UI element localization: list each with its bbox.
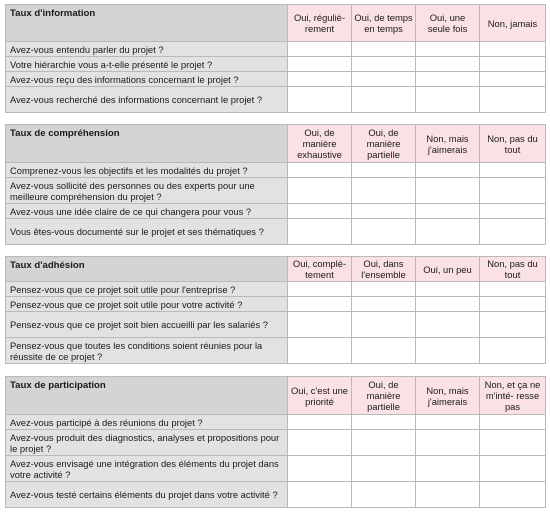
answer-cell[interactable] — [288, 57, 352, 72]
answer-cell[interactable] — [288, 456, 352, 482]
answer-cell[interactable] — [416, 204, 480, 219]
answer-cell[interactable] — [416, 57, 480, 72]
answer-cell[interactable] — [480, 415, 546, 430]
answer-cell[interactable] — [352, 312, 416, 338]
table-row — [6, 219, 546, 245]
answer-cell[interactable] — [416, 72, 480, 87]
answer-cell[interactable] — [352, 430, 416, 456]
question-text: Avez-vous reçu des informations concernant le projet ? — [6, 72, 288, 87]
option-header: Oui, réguliè- rement — [288, 5, 352, 42]
answer-cell[interactable] — [480, 312, 546, 338]
question-text: Vous êtes-vous documenté sur le projet et ses thématiques ? — [6, 219, 288, 245]
option-header: Non, et ça ne m'inté- resse pas — [480, 377, 546, 415]
answer-cell[interactable] — [352, 72, 416, 87]
answer-cell[interactable] — [480, 57, 546, 72]
answer-cell[interactable] — [288, 204, 352, 219]
table-row — [6, 312, 546, 338]
section-comprehension — [5, 124, 546, 245]
option-header: Oui, une seule fois — [416, 5, 480, 42]
table-row — [6, 87, 546, 113]
answer-cell[interactable] — [480, 482, 546, 508]
option-header: Non, mais j'aimerais — [416, 125, 480, 163]
option-header: Oui, c'est une priorité — [288, 377, 352, 415]
table-row — [6, 297, 546, 312]
question-text: Avez-vous entendu parler du projet ? — [6, 42, 288, 57]
answer-cell[interactable] — [352, 87, 416, 113]
table-row — [6, 456, 546, 482]
section-title: Taux de participation — [6, 377, 288, 415]
section-title: Taux d'information — [6, 5, 288, 42]
answer-cell[interactable] — [416, 312, 480, 338]
answer-cell[interactable] — [352, 219, 416, 245]
answer-cell[interactable] — [416, 163, 480, 178]
answer-cell[interactable] — [288, 482, 352, 508]
answer-cell[interactable] — [352, 297, 416, 312]
answer-cell[interactable] — [352, 456, 416, 482]
answer-cell[interactable] — [416, 456, 480, 482]
question-text: Pensez-vous que ce projet soit utile pour votre activité ? — [6, 297, 288, 312]
question-text: Comprenez-vous les objectifs et les modalités du projet ? — [6, 163, 288, 178]
option-header: Non, pas du tout — [480, 125, 546, 163]
answer-cell[interactable] — [288, 430, 352, 456]
option-header: Non, mais j'aimerais — [416, 377, 480, 415]
section-information — [5, 4, 546, 113]
question-text: Avez-vous envisagé une intégration des éléments du projet dans votre activité ? — [6, 456, 288, 482]
section-adhesion — [5, 256, 546, 364]
answer-cell[interactable] — [416, 87, 480, 113]
table-row — [6, 204, 546, 219]
option-header: Non, pas du tout — [480, 257, 546, 282]
answer-cell[interactable] — [288, 282, 352, 297]
answer-cell[interactable] — [288, 415, 352, 430]
answer-cell[interactable] — [352, 178, 416, 204]
answer-cell[interactable] — [416, 430, 480, 456]
answer-cell[interactable] — [480, 430, 546, 456]
option-header: Oui, de manière partielle — [352, 125, 416, 163]
table-row — [6, 338, 546, 364]
table-row — [6, 178, 546, 204]
answer-cell[interactable] — [288, 163, 352, 178]
question-text: Avez-vous sollicité des personnes ou des experts pour une meilleure compréhension du projet ? — [6, 178, 288, 204]
answer-cell[interactable] — [480, 456, 546, 482]
option-header: Oui, de manière exhaustive — [288, 125, 352, 163]
option-header: Oui, de manière partielle — [352, 377, 416, 415]
section-participation — [5, 376, 546, 508]
answer-cell[interactable] — [352, 57, 416, 72]
table-row — [6, 72, 546, 87]
option-header: Oui, de temps en temps — [352, 5, 416, 42]
answer-cell[interactable] — [352, 482, 416, 508]
question-text: Avez-vous participé à des réunions du projet ? — [6, 415, 288, 430]
answer-cell[interactable] — [480, 178, 546, 204]
answer-cell[interactable] — [288, 178, 352, 204]
question-text: Avez-vous recherché des informations concernant le projet ? — [6, 87, 288, 113]
question-text: Votre hiérarchie vous a-t-elle présenté le projet ? — [6, 57, 288, 72]
table-row — [6, 430, 546, 456]
answer-cell[interactable] — [480, 204, 546, 219]
table-row — [6, 415, 546, 430]
answer-cell[interactable] — [352, 42, 416, 57]
answer-cell[interactable] — [288, 72, 352, 87]
answer-cell[interactable] — [480, 297, 546, 312]
answer-cell[interactable] — [288, 42, 352, 57]
answer-cell[interactable] — [416, 338, 480, 364]
question-text: Pensez-vous que toutes les conditions soient réunies pour la réussite de ce projet ? — [6, 338, 288, 364]
section-title: Taux d'adhésion — [6, 257, 288, 282]
answer-cell[interactable] — [480, 163, 546, 178]
answer-cell[interactable] — [416, 178, 480, 204]
option-header: Oui, un peu — [416, 257, 480, 282]
answer-cell[interactable] — [416, 282, 480, 297]
answer-cell[interactable] — [480, 87, 546, 113]
answer-cell[interactable] — [416, 42, 480, 57]
answer-cell[interactable] — [416, 219, 480, 245]
answer-cell[interactable] — [352, 338, 416, 364]
answer-cell[interactable] — [480, 282, 546, 297]
table-row — [6, 482, 546, 508]
section-title: Taux de compréhension — [6, 125, 288, 163]
answer-cell[interactable] — [480, 219, 546, 245]
question-text: Pensez-vous que ce projet soit bien accueilli par les salariés ? — [6, 312, 288, 338]
answer-cell[interactable] — [352, 204, 416, 219]
answer-cell[interactable] — [480, 338, 546, 364]
answer-cell[interactable] — [352, 163, 416, 178]
table-row — [6, 42, 546, 57]
question-text: Avez-vous testé certains éléments du projet dans votre activité ? — [6, 482, 288, 508]
answer-cell[interactable] — [288, 297, 352, 312]
answer-cell[interactable] — [480, 72, 546, 87]
table-row — [6, 57, 546, 72]
question-text: Avez-vous une idée claire de ce qui changera pour vous ? — [6, 204, 288, 219]
answer-cell[interactable] — [288, 338, 352, 364]
option-header: Oui, complè- tement — [288, 257, 352, 282]
answer-cell[interactable] — [352, 282, 416, 297]
table-row — [6, 163, 546, 178]
answer-cell[interactable] — [288, 87, 352, 113]
question-text: Avez-vous produit des diagnostics, analyses et propositions pour le projet ? — [6, 430, 288, 456]
table-row — [6, 282, 546, 297]
question-text: Pensez-vous que ce projet soit utile pour l'entreprise ? — [6, 282, 288, 297]
answer-cell[interactable] — [352, 415, 416, 430]
answer-cell[interactable] — [416, 415, 480, 430]
answer-cell[interactable] — [288, 312, 352, 338]
answer-cell[interactable] — [416, 482, 480, 508]
answer-cell[interactable] — [416, 297, 480, 312]
answer-cell[interactable] — [480, 42, 546, 57]
option-header: Non, jamais — [480, 5, 546, 42]
option-header: Oui, dans l'ensemble — [352, 257, 416, 282]
answer-cell[interactable] — [288, 219, 352, 245]
